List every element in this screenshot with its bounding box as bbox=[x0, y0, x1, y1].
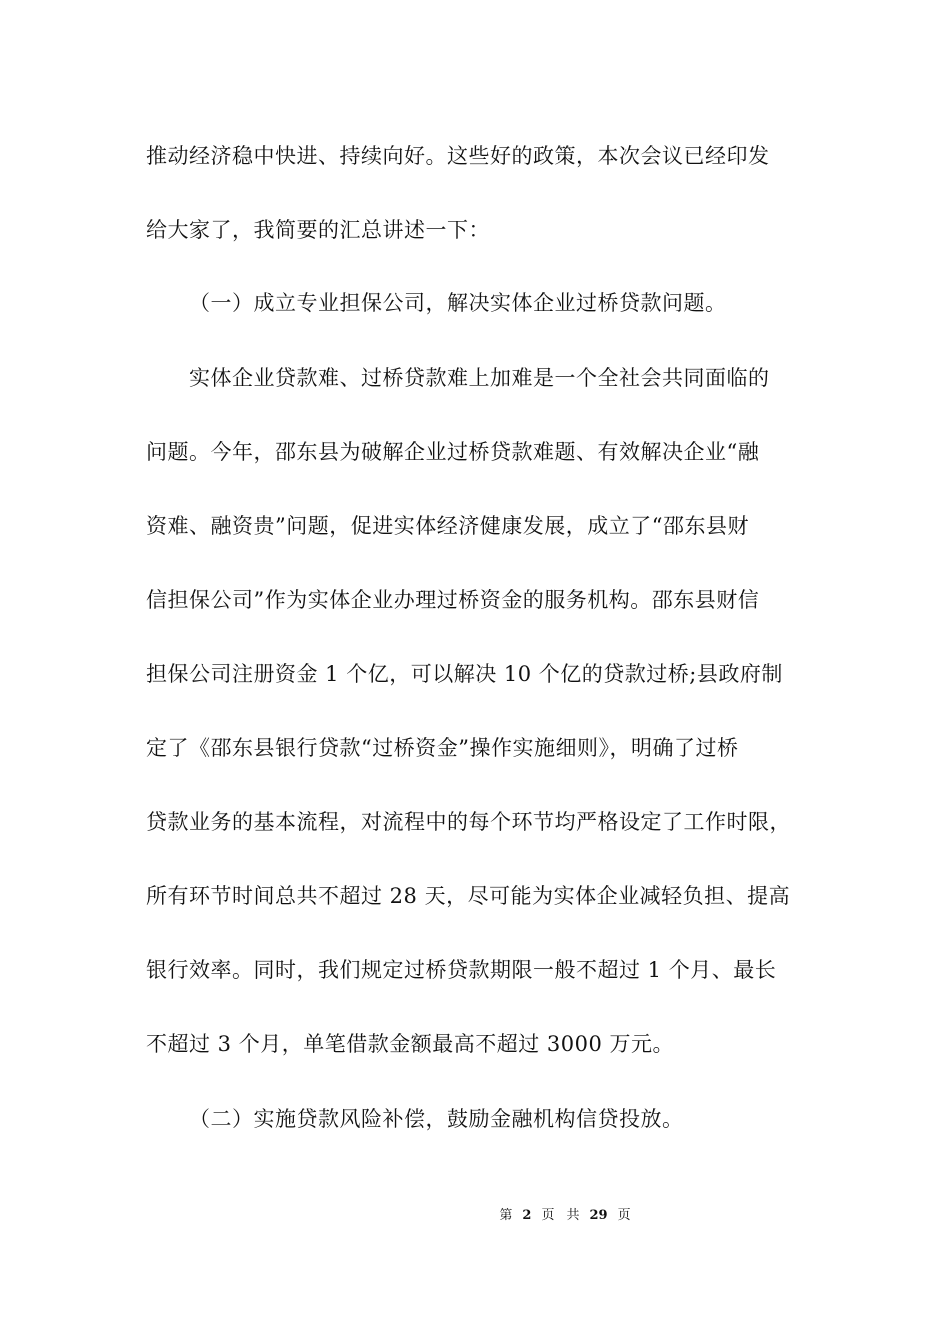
current-page-number: 2 bbox=[522, 1208, 532, 1223]
body-line-6: 资难、融资贵”问题，促进实体经济健康发展，成立了“邵东县财 bbox=[146, 514, 749, 538]
body-line-9: 定了《邵东县银行贷款“过桥资金”操作实施细则》，明确了过桥 bbox=[146, 736, 739, 760]
body-line-11: 所有环节时间总共不超过 28 天，尽可能为实体企业减轻负担、提高 bbox=[146, 884, 791, 908]
section-heading-1: （一）成立专业担保公司，解决实体企业过桥贷款问题。 bbox=[189, 291, 727, 315]
body-line-2: 给大家了，我简要的汇总讲述一下： bbox=[146, 218, 490, 242]
footer-prefix: 第 bbox=[499, 1208, 513, 1223]
body-line-13: 不超过 3 个月，单笔借款金额最高不超过 3000 万元。 bbox=[146, 1032, 675, 1056]
body-line-10: 贷款业务的基本流程，对流程中的每个环节均严格设定了工作时限， bbox=[146, 810, 791, 834]
footer-mid2: 共 bbox=[566, 1208, 580, 1223]
footer-mid1: 页 bbox=[541, 1208, 555, 1223]
page-number-indicator bbox=[493, 1207, 636, 1225]
body-line-1: 推动经济稳中快进、持续向好。这些好的政策，本次会议已经印发 bbox=[146, 144, 770, 168]
body-line-4: 实体企业贷款难、过桥贷款难上加难是一个全社会共同面临的 bbox=[189, 366, 770, 390]
page-footer bbox=[0, 1207, 950, 1225]
total-page-number: 29 bbox=[589, 1208, 608, 1223]
footer-suffix: 页 bbox=[617, 1208, 631, 1223]
body-line-8: 担保公司注册资金 1 个亿，可以解决 10 个亿的贷款过桥;县政府制 bbox=[146, 662, 783, 686]
body-line-12: 银行效率。同时，我们规定过桥贷款期限一般不超过 1 个月、最长 bbox=[146, 958, 777, 982]
body-line-5: 问题。今年，邵东县为破解企业过桥贷款难题、有效解决企业“融 bbox=[146, 440, 760, 464]
section-heading-2: （二）实施贷款风险补偿，鼓励金融机构信贷投放。 bbox=[189, 1107, 684, 1131]
body-line-7: 信担保公司”作为实体企业办理过桥资金的服务机构。邵东县财信 bbox=[146, 588, 760, 612]
